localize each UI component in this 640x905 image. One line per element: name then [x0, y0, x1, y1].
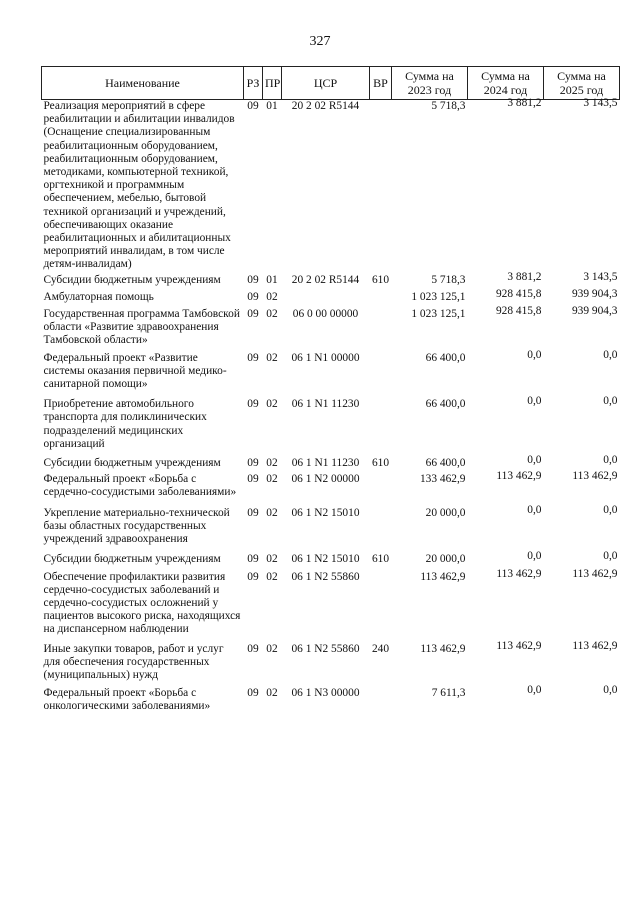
- row-pr: 02: [266, 642, 278, 655]
- row-sum-2025: 113 462,9: [572, 639, 618, 652]
- row-sum-2023: 113 462,9: [420, 570, 466, 583]
- row-rz: 09: [247, 351, 259, 364]
- row-rz: 09: [247, 473, 259, 486]
- row-sum-2025: 0,0: [603, 348, 618, 361]
- table-row: [42, 100, 620, 274]
- row-rz: 09: [247, 642, 259, 655]
- row-pr: 02: [266, 553, 278, 566]
- row-sum-2024: 3 881,2: [507, 270, 542, 283]
- row-sum-2023: 66 400,0: [425, 457, 466, 470]
- row-pr: 02: [266, 308, 278, 321]
- row-csr: 20 2 02 R5144: [291, 100, 360, 112]
- row-sum-2025: 0,0: [603, 395, 618, 408]
- row-sum-2025: 113 462,9: [572, 567, 618, 580]
- row-sum-2023: 7 611,3: [431, 687, 466, 700]
- row-rz: 09: [247, 506, 259, 519]
- table-row: [42, 308, 620, 352]
- header-vr: ВР: [370, 67, 392, 100]
- row-csr: [282, 291, 370, 308]
- row-vr: [370, 352, 392, 399]
- row-name: Реализация мероприятий в сфере реабилитации и абилитации инвалидов (Оснащение специализированным реабилитационным оборудованием, реабилитационным оборудованием, методиками, компьютерной техникой, оргтехникой и программным обеспечением, мебелью, бытовой техникой организаций и учреждений, обеспечивающих оказание реабилитационных и абилитационных мероприятий инвалидам, в том числе детям-инвалидам): [43, 100, 235, 271]
- row-vr: 240: [371, 642, 390, 655]
- row-name: Федеральный проект «Развитие системы оказания первичной медико-санитарной помощи»: [43, 351, 227, 391]
- row-name: Укрепление материально-технической базы областных государственных учреждений здравоохранения: [43, 506, 230, 546]
- row-sum-2023: 20 000,0: [425, 506, 466, 519]
- row-vr: [370, 100, 392, 274]
- row-sum-2024: 113 462,9: [496, 567, 542, 580]
- row-pr: 02: [266, 457, 278, 470]
- row-sum-2023: 20 000,0: [425, 553, 466, 566]
- header-sum-2023: Сумма на 2023 год: [392, 67, 468, 100]
- row-name: Амбулаторная помощь: [43, 290, 154, 303]
- table-row: [42, 507, 620, 554]
- row-vr: [370, 398, 392, 457]
- row-sum-2025: 3 143,5: [583, 270, 618, 283]
- table-row: [42, 398, 620, 457]
- row-pr: 02: [266, 473, 278, 486]
- row-vr: [370, 687, 392, 713]
- table-row: [42, 352, 620, 399]
- row-rz: 09: [247, 100, 259, 112]
- row-rz: 09: [247, 308, 259, 321]
- row-pr: 02: [266, 506, 278, 519]
- row-name: Федеральный проект «Борьба с сердечно-сосудистыми заболеваниями»: [43, 473, 237, 499]
- row-csr: 06 1 N2 15010: [291, 553, 360, 566]
- row-name: Субсидии бюджетным учреждениям: [43, 553, 221, 566]
- row-sum-2023: 113 462,9: [420, 642, 466, 655]
- row-name: Субсидии бюджетным учреждениям: [43, 273, 221, 286]
- row-vr: 610: [371, 273, 390, 286]
- page-number: 327: [309, 34, 331, 49]
- table-header-row: [42, 67, 620, 100]
- row-csr: 06 1 N2 00000: [291, 473, 360, 486]
- row-csr: 06 1 N2 55860: [291, 570, 360, 583]
- row-name: Федеральный проект «Борьба с онкологическими заболеваниями»: [43, 687, 211, 713]
- row-sum-2024: 0,0: [527, 503, 542, 516]
- row-name: Иные закупки товаров, работ и услуг для обеспечения государственных (муниципальных) нужд: [43, 642, 224, 681]
- row-sum-2025: 0,0: [603, 454, 618, 467]
- row-name: Приобретение автомобильного транспорта для поликлинических подразделений медицинских организаций: [43, 398, 207, 450]
- table-row: [42, 687, 620, 713]
- row-sum-2023: 1 023 125,1: [411, 308, 466, 321]
- row-pr: 01: [266, 100, 278, 112]
- row-csr: 06 1 N2 15010: [291, 506, 360, 519]
- table-row: [42, 473, 620, 506]
- row-vr: [370, 291, 392, 308]
- row-sum-2025: 113 462,9: [572, 470, 618, 483]
- row-sum-2024: 0,0: [527, 550, 542, 563]
- row-sum-2023: 5 718,3: [431, 100, 466, 112]
- row-sum-2023: 1 023 125,1: [411, 290, 466, 303]
- row-sum-2024: 3 881,2: [507, 97, 542, 109]
- table-row: [42, 571, 620, 643]
- row-sum-2024: 0,0: [527, 395, 542, 408]
- row-sum-2024: 0,0: [527, 348, 542, 361]
- row-sum-2024: 113 462,9: [496, 470, 542, 483]
- header-csr: ЦСР: [282, 67, 370, 100]
- row-sum-2025: 0,0: [603, 684, 618, 697]
- row-sum-2025: 3 143,5: [583, 97, 618, 109]
- header-sum-2024: Сумма на 2024 год: [468, 67, 544, 100]
- row-pr: 01: [266, 273, 278, 286]
- row-name: Государственная программа Тамбовской области «Развитие здравоохранения Тамбовской области»: [43, 308, 240, 347]
- row-rz: 09: [247, 273, 259, 286]
- table-body: [42, 97, 620, 714]
- row-rz: 09: [247, 570, 259, 583]
- row-rz: 09: [247, 553, 259, 566]
- row-sum-2025: 939 904,3: [571, 287, 618, 300]
- row-csr: 20 2 02 R5144: [291, 273, 360, 286]
- row-vr: 610: [371, 553, 390, 566]
- row-sum-2023: 66 400,0: [425, 398, 466, 411]
- header-pr: ПР: [263, 67, 282, 100]
- row-sum-2025: 939 904,3: [571, 305, 618, 318]
- row-csr: 06 1 N1 00000: [291, 351, 360, 364]
- row-vr: 610: [371, 457, 390, 470]
- row-sum-2024: 928 415,8: [495, 287, 542, 300]
- row-rz: 09: [247, 687, 259, 700]
- row-csr: 06 0 00 00000: [292, 308, 359, 321]
- row-csr: 06 1 N3 00000: [291, 687, 360, 700]
- row-rz: 09: [247, 398, 259, 411]
- row-sum-2023: 133 462,9: [419, 473, 466, 486]
- row-vr: [370, 473, 392, 506]
- row-sum-2025: 0,0: [603, 550, 618, 563]
- row-pr: 02: [266, 290, 278, 303]
- row-sum-2023: 66 400,0: [425, 351, 466, 364]
- row-pr: 02: [266, 398, 278, 411]
- table-row: [42, 643, 620, 688]
- row-sum-2024: 113 462,9: [496, 639, 542, 652]
- row-pr: 02: [266, 570, 278, 583]
- row-sum-2024: 0,0: [527, 684, 542, 697]
- header-name: Наименование: [42, 67, 244, 100]
- row-rz: 09: [247, 290, 259, 303]
- row-vr: [370, 507, 392, 554]
- budget-table: [41, 66, 620, 714]
- row-pr: 02: [266, 351, 278, 364]
- row-sum-2024: 928 415,8: [495, 305, 542, 318]
- row-csr: 06 1 N1 11230: [291, 398, 360, 411]
- row-sum-2025: 0,0: [603, 503, 618, 516]
- row-vr: [370, 308, 392, 352]
- row-vr: [370, 571, 392, 643]
- row-csr: 06 1 N1 11230: [291, 457, 360, 470]
- row-name: Обеспечение профилактики развития сердечно-сосудистых заболеваний и сердечно-сосудистых осложнений у пациентов высокого риска, находящихся на диспансерном наблюдении: [43, 570, 241, 636]
- row-sum-2024: 0,0: [527, 454, 542, 467]
- row-pr: 02: [266, 687, 278, 700]
- row-rz: 09: [247, 457, 259, 470]
- header-rz: РЗ: [244, 67, 263, 100]
- row-name: Субсидии бюджетным учреждениям: [43, 457, 221, 470]
- header-sum-2025: Сумма на 2025 год: [544, 67, 620, 100]
- row-sum-2023: 5 718,3: [431, 273, 466, 286]
- row-csr: 06 1 N2 55860: [291, 642, 360, 655]
